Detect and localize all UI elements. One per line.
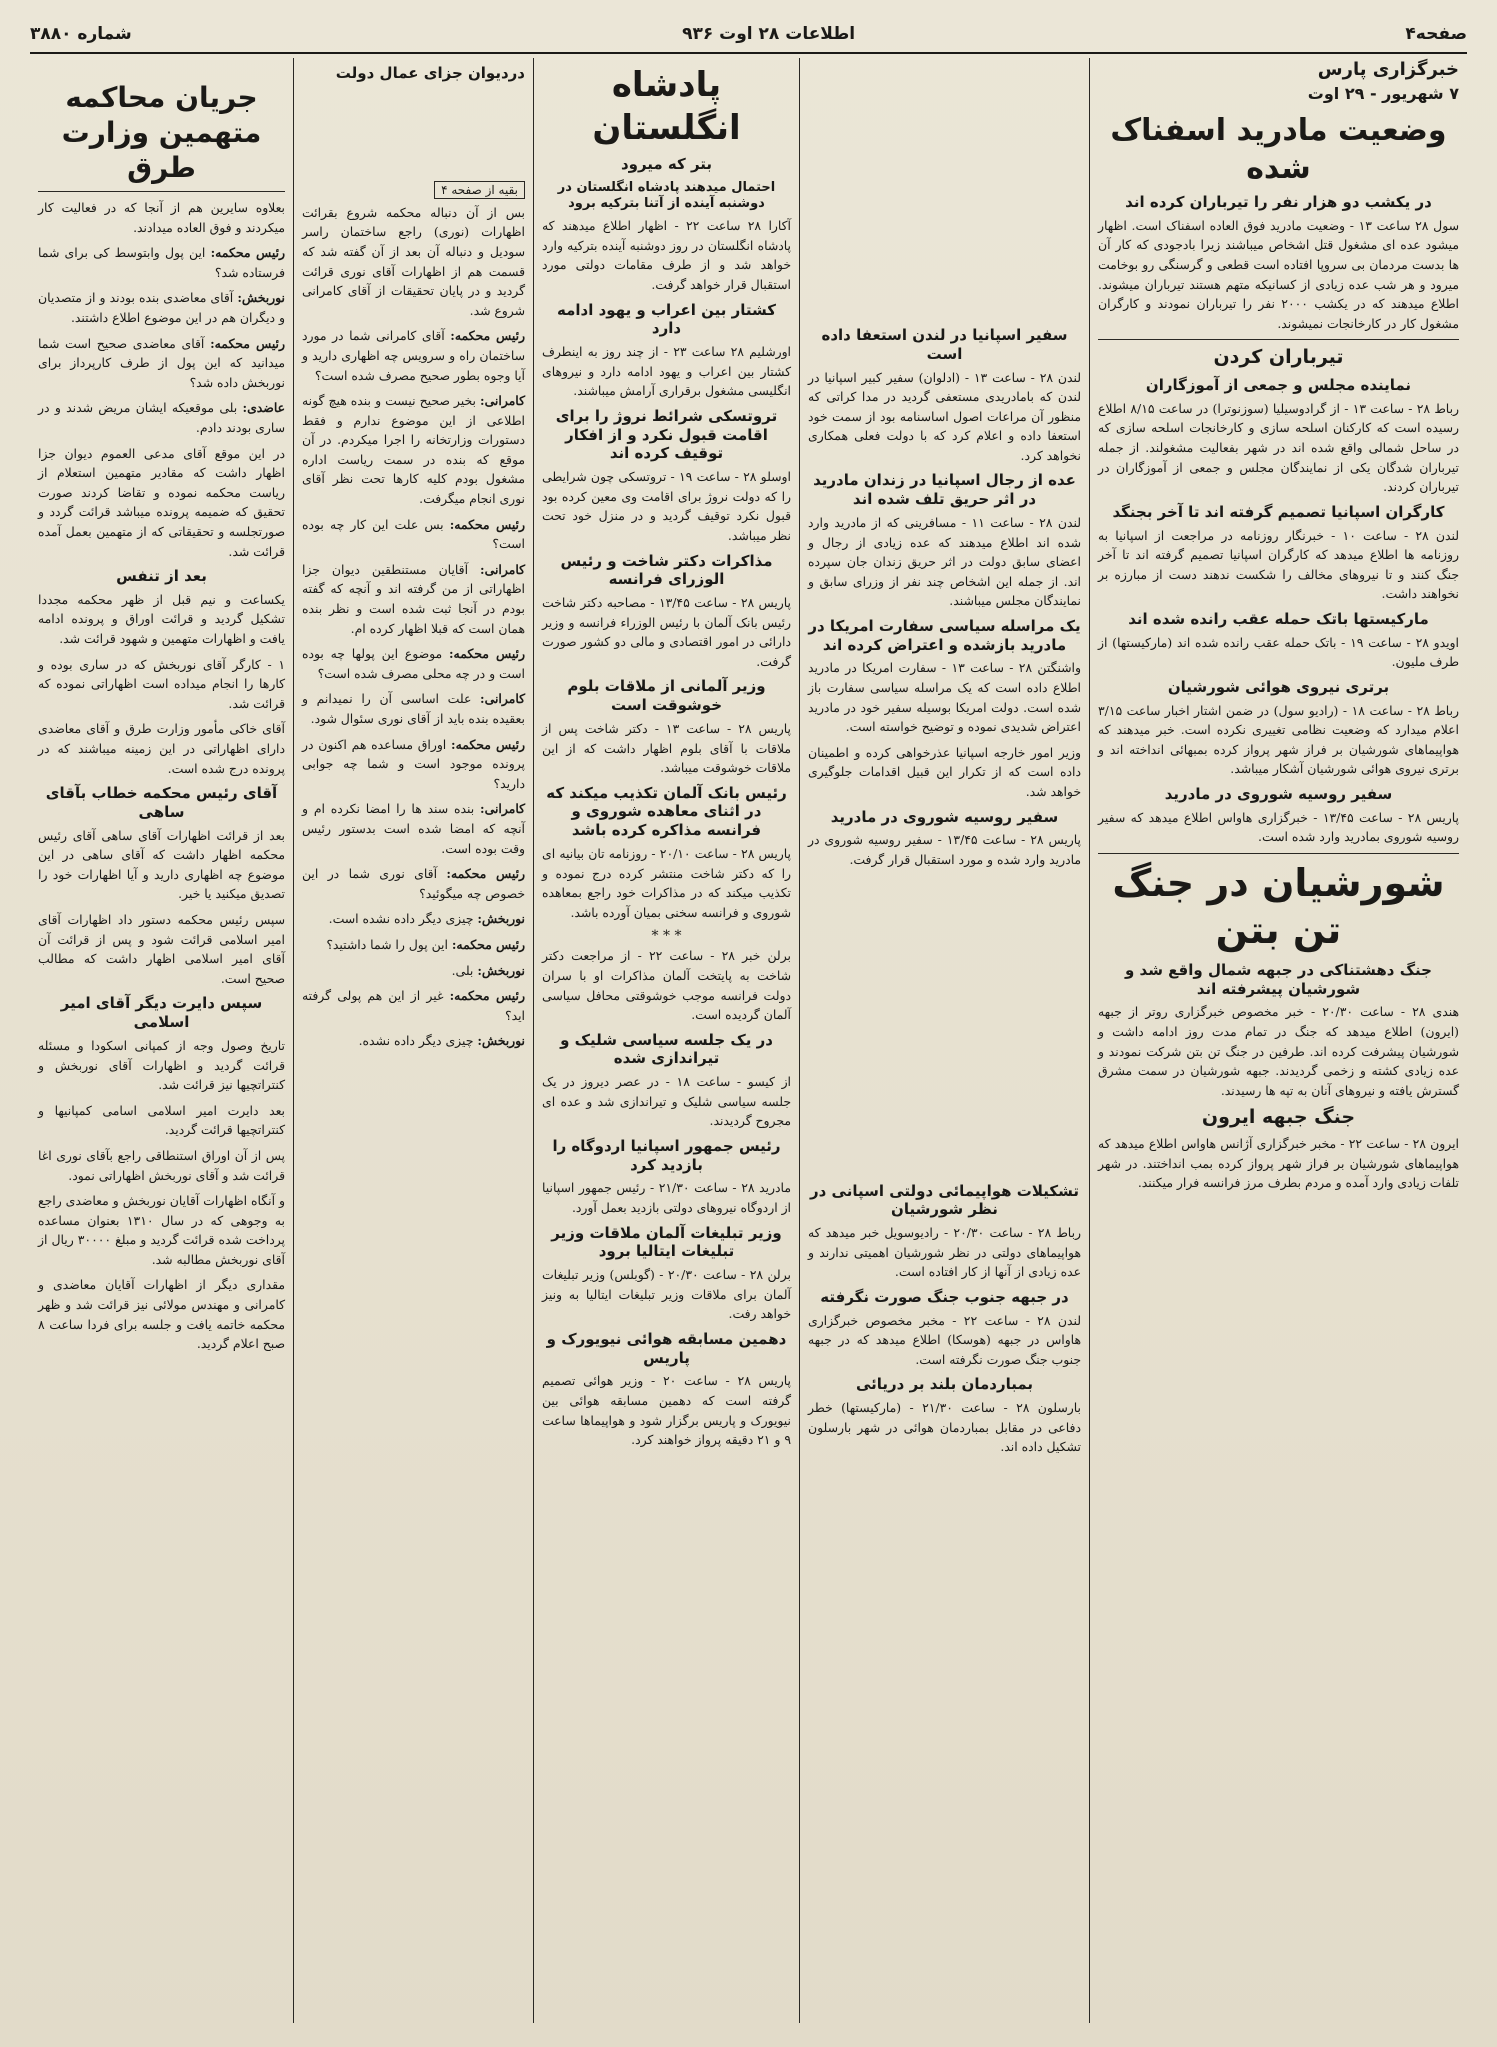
- article-king: آکارا ۲۸ ساعت ۲۲ - اظهار اطلاع میدهند که پادشاه انگلستان در روز دوشنبه آینده بترکیه وارد خواهد شد و از طرف مقامات دولتی مورد استقبال قرار خواهد گرفت.: [542, 218, 791, 293]
- speaker: کامرانی:: [480, 691, 525, 707]
- headline-overhang-space-3: [302, 87, 525, 177]
- headline-air-organization: تشکیلات هواپیمائی دولتی اسپانی در نظر شورشیان: [809, 1181, 1080, 1219]
- headline-bombardment: بمباردمان بلند بر دریائی: [855, 1375, 1034, 1394]
- article-air-superiority: رباط ۲۸ - ساعت ۱۸ - (رادیو سول) در ضمن اشتار اخبار ساعت ۳/۱۵ اعلام میدارد که وضعیت نظامی تغییری نکرده است. خبر میدهند که هواپیماهای شورشیان بر فراز شهر پرواز کرده بمبهائی انداخته اند و برتری نیروی هوائی شورشیان آشکار میباشد.: [1098, 702, 1459, 777]
- article-schacht-talks: پاریس ۲۸ - ساعت ۱۳/۴۵ - مصاحبه دکتر شاخت رئیس بانک آلمان با رئیس الوزراء فرانسه و وزیر دارائی در امور اقتصادی و مالی دو کشور صورت گرفت.: [542, 595, 791, 669]
- headline-us-embassy: یک مراسله سیاسی سفارت امریکا در مادرید بازشده و اعتراض کرده اند: [808, 616, 1081, 654]
- headline-air-superiority: برتری نیروی هوائی شورشیان: [1167, 677, 1390, 696]
- article-soviet-madrid: پاریس ۲۸ - ساعت ۱۳/۴۵ - سفیر روسیه شوروی در مادرید وارد شده و مورد استقبال قرار گرفت.: [808, 832, 1081, 867]
- speech: بلی.: [451, 962, 474, 978]
- speaker: رئیس محکمه:: [446, 866, 525, 882]
- headline-rebels: شورشیان در جنگ تن بتن: [1112, 860, 1445, 953]
- trial-text: یکساعت و نیم قبل از ظهر محکمه مجددا تشکیل گردید و قرائت اوراق و پرونده ادامه یافت و اظهارات متهمین و شهود قرائت شد.: [38, 591, 285, 647]
- column-2: [799, 58, 1089, 2023]
- article-blum-meeting: پاریس ۲۸ - ساعت ۱۳ - دکتر شاخت پس از ملاقات با آقای بلوم اظهار داشت که از این ملاقات خوشوقت میباشد.: [542, 720, 791, 776]
- article-rebels: هندی ۲۸ - ساعت ۲۰/۳۰ - خبر مخصوص خبرگزاری روتر از جبهه (ایرون) اطلاع میدهد که جنگ در تمام مدت روز ادامه داشت و شورشیان پیشرفت کرده اند. طرفین در جنگ تن بتن شرکت نمودند و عده زیادی کشته و زخمی گردیدند. جبهه شورشیان در سمت مشرق گسترش یافته و نیروهای آنان به تپه ها رسیدند.: [1098, 1004, 1459, 1098]
- star-separator: * * *: [651, 928, 682, 945]
- speech: اوراق مساعده هم اکنون در پرونده موجود است و شما چه جوابی دارید؟: [302, 736, 525, 791]
- article-palestine: اورشلیم ۲۸ ساعت ۲۳ - از چند روز به اینطرف کشتار بین اعراب و یهود ادامه دارد و نیروهای انگلیسی مشغول برقراری آرامش میباشند.: [542, 344, 791, 399]
- headline-soviet-madrid: سفیر روسیه شوروی در مادرید: [830, 807, 1059, 826]
- speech: این پول را شما داشتید؟: [326, 936, 448, 952]
- article-president-visit: مادرید ۲۸ - ساعت ۲۱/۳۰ - رئیس جمهور اسپانیا از اردوگاه نیروهای دولتی بازدید بعمل آورد.: [542, 1180, 791, 1216]
- headline-air-race: دهمین مسابقه هوائی نیویورک و پاریس: [546, 1329, 787, 1367]
- speaker: رئیس محکمه:: [451, 736, 525, 752]
- speaker: عاضدی:: [242, 400, 285, 416]
- speaker: رئیس محکمه:: [449, 988, 525, 1004]
- headline-amir-eslami: سپس دایرت دیگر آقای امیر اسلامی: [60, 994, 263, 1032]
- headline-king: پادشاه انگلستان: [592, 65, 741, 148]
- trial-text: پس از آن اوراق استنطاقی راجع بآقای نوری اغا قرائت شد و آقای نوربخش اظهاراتی نمود.: [38, 1147, 285, 1183]
- headline-irun: جنگ جبهه ایرون: [1201, 1106, 1356, 1129]
- speech: موضوع این پولها چه بوده است و در چه محلی مصرف شده است؟: [302, 646, 525, 681]
- article-air-race: پاریس ۲۸ - ساعت ۲۰ - وزیر هوائی تصمیم گرفته است که دهمین مسابقه هوائی بین نیویورک و پاریس برگزار شود و هواپیماها ساعت ۹ و ۲۱ دقیقه پرواز خواهند کرد.: [542, 1373, 791, 1448]
- speaker: کامرانی:: [480, 561, 525, 577]
- column-4: [293, 58, 533, 2023]
- headline-president-visit: رئیس جمهور اسپانیا اردوگاه را بازدید کرد: [552, 1136, 781, 1174]
- speaker: رئیس محکمه:: [449, 516, 525, 532]
- speech: آقای نوری شما در این خصوص چه میگوئید؟: [302, 866, 525, 901]
- headline-trotsky: تروتسکی شرائط نروژ را برای اقامت قبول نکرد و از افکار توقیف کرده اند: [555, 406, 778, 463]
- page-header: [30, 16, 1467, 54]
- news-date: ۷ شهریور - ۲۹ اوت: [1307, 84, 1459, 103]
- article-south-front: لندن ۲۸ - ساعت ۲۲ - مخبر مخصوص خبرگزاری هاواس در جبهه (هوسکا) اطلاع میدهد که در جبهه جنوب جنگ صورت نگرفته است.: [808, 1312, 1081, 1367]
- divider: [1098, 339, 1459, 340]
- speech: چیزی دیگر داده نشده.: [358, 1033, 474, 1049]
- speech: بنده سند ها را امضا نکرده ام و آنچه که امضا شده است بدستور رئیس وقت بوده است.: [302, 801, 525, 856]
- speech: آقای معاضدی صحیح است شما میدانید که این پول از طرف کارپرداز برای نوربخش داده شد؟: [38, 335, 285, 390]
- column-1: [1089, 58, 1467, 2023]
- article-berlin: برلن خبر ۲۸ - ساعت ۲۲ - از مراجعت دکتر شاخت به پایتخت آلمان مذاکرات او با سران دولت فرانسه موجب خوشوقتی محافل سیاسی آلمان گردیده است.: [542, 948, 791, 1023]
- speech: چیزی دیگر داده نشده است.: [328, 911, 474, 927]
- article-propaganda: برلن ۲۸ - ساعت ۲۰/۳۰ - (گوبلس) وزیر تبلیغات آلمان برای ملاقات وزیر تبلیغات ایتالیا به ونیز خواهد رفت.: [542, 1267, 791, 1322]
- speaker: نوربخش:: [477, 1033, 525, 1049]
- divider: [38, 191, 285, 192]
- headline-recess: بعد از تنفس: [116, 567, 207, 586]
- page-number: صفحه۴: [1405, 24, 1467, 44]
- headline-palestine: کشتار بین اعراب و یهود ادامه دارد: [556, 300, 776, 338]
- speech: آقای معاضدی بنده بودند و از متصدیان و دیگران هم در این موضوع اطلاع داشتند.: [38, 290, 285, 325]
- headline-schacht-talks: مذاکرات دکتر شاخت و رئیس الوزرای فرانسه: [560, 551, 773, 589]
- article-us-embassy-2: وزیر امور خارجه اسپانیا عذرخواهی کرده و اطمینان داده است که از تکرار این قبیل اقدامات جلوگیری خواهد شد.: [808, 744, 1081, 799]
- trial-text: سپس رئیس محکمه دستور داد اظهارات آقای امیر اسلامی قرائت شود و پس از قرائت آن آقای امیر اسلامی اظهار داشت که مطالب صحیح است.: [38, 912, 285, 986]
- speaker: رئیس محکمه:: [210, 335, 285, 351]
- subheadline-madrid: در یکشب دو هزار نفر را تیرباران کرده اند: [1125, 193, 1432, 211]
- article-ambassador: لندن ۲۸ - ساعت ۱۳ - (ادلوان) سفیر کبیر اسپانیا در لندن که بامادریدی مستعفی گردید در مدا کراتی که منظور آن مراعات اصول اساسنامه بود از سمت خود استعفا داده و اعلام کرد که با دولت فعلی همکاری نخواهد کرد.: [808, 369, 1081, 463]
- headline-marxists: مارکیستها باتک حمله عقب رانده شده اند: [1128, 609, 1429, 628]
- headline-ambassador: سفیر اسپانیا در لندن استعفا داده است: [821, 326, 1068, 363]
- continued-note: بقیه از صفحه ۴: [434, 181, 525, 199]
- article-us-embassy: واشنگتن ۲۸ - ساعت ۱۳ - سفارت امریکا در مادرید اطلاع داده است که یک مراسله سیاسی سفارت باز شده است. دولت امریکا بوسیله سفیر خود در مادرید اعتراض شدیدی نموده و توضیح خواسته است.: [808, 660, 1081, 735]
- headline-overhang-space-2: [808, 876, 1081, 1176]
- article-bombardment: بارسلون ۲۸ - ساعت ۲۱/۳۰ - (مارکیستها) خطر دفاعی در مقابل بمباردمان هوائی در شهر بارسلون تشکیل داده اند.: [808, 1400, 1081, 1455]
- speech: بلی موقعیکه ایشان مریض شدند و در ساری بودند دادم.: [38, 400, 285, 435]
- headline-trial: جریان محاکمه متهمین وزارت طرق: [61, 81, 262, 184]
- subheadline-king: بتر که میرود: [620, 155, 713, 173]
- speech: علت اساسی آن را نمیدانم و بعقیده بنده باید از آقای نوری سئوال شود.: [302, 691, 525, 726]
- headline-prison-fire: عده از رجال اسپانیا در زندان مادرید در اثر حریق تلف شده اند: [813, 471, 1076, 509]
- subheadline-executions: نماینده مجلس و جمعی از آموزگاران: [1145, 376, 1412, 395]
- article-irun: ایرون ۲۸ - ساعت ۲۲ - مخبر خبرگزاری آژانس هاواس اطلاع میدهد که هواپیماهای شورشیان بر فراز شهر پرواز کرده بمب انداختند. در شهر تلفات زیادی وارد آمده و مردم بطرف مرز فرانسه فرار میکنند.: [1098, 1136, 1459, 1191]
- article-soviet-envoy: پاریس ۲۸ - ساعت ۱۳/۴۵ - خبرگزاری هاواس اطلاع میدهد که سفیر روسیه شوروی بمادرید وارد شده است.: [1098, 809, 1459, 845]
- article-prison-fire: لندن ۲۸ - ساعت ۱۱ - مسافرینی که از مادرید وارد شده اند اطلاع میدهند که عده زیادی از رجال و اعضای سابق دولت در اثر حریق زندان جان سپرده اند. از جمله این اشخاص چند نفر از وزرای سابق و نمایندگان مجلس میباشند.: [808, 514, 1081, 609]
- trial-text: بعد از قرائت اظهارات آقای ساهی آقای رئیس محکمه اظهار داشت که آقای ساهی در این موضوع چه اظهاری دارید و آیا اظهارات خود را تصدیق میکنید یا خیر.: [38, 827, 285, 902]
- headline-overhang-space: [808, 58, 1081, 320]
- speaker: نوربخش:: [237, 290, 285, 306]
- headline-shooting: در یک جلسه سیاسی شلیک و تیراندازی شده: [560, 1030, 773, 1068]
- article-air-organization: رباط ۲۸ - ساعت ۲۰/۳۰ - رادیوسویل خبر میدهد که هواپیماهای دولتی در نظر شورشیان اهمیتی ندارند و عده زیادی از آنها از کار افتاده است.: [808, 1225, 1081, 1280]
- trial-text: بعلاوه سایرین هم از آنجا که در فعالیت کار میکردند و فوق العاده میدادند.: [38, 200, 285, 235]
- article-trotsky: اوسلو ۲۸ - ساعت ۱۹ - تروتسکی چون شرایطی را که دولت نروژ برای اقامت وی معین کرده بود قبول نکرد توقیف گردید و در منزل خود تحت نظر میباشد.: [542, 469, 791, 543]
- column-5: [30, 58, 293, 2023]
- trial-text: و آنگاه اظهارات آقایان نوربخش و معاضدی راجع به وجوهی که در سال ۱۳۱۰ بعنوان مساعده پرداخت شده قرائت گردید و مبلغ ۳۰۰۰۰ ریال از آقای نوربخش مطالبه شد.: [38, 1193, 285, 1267]
- trial-text: ۱ - کارگر آقای نوربخش که در ساری بوده و کارها را انجام میداده است اظهاراتی نموده که قرائت شد.: [38, 656, 285, 711]
- speaker: نوربخش:: [477, 911, 525, 927]
- trial-intro: بس از آن دنباله محکمه شروع بقرائت اظهارات (نوری) راجع ساختمان راسر سودیل و دنباله آن بعد از آن گفته شد که قسمت هم از اظهارات آقای نوری قرائت گردید و در پایان تحقیقات از آقای کامرانی شروع شد.: [302, 204, 525, 318]
- speaker: کامرانی:: [480, 801, 525, 817]
- trial-text: در این موقع آقای مدعی العموم دیوان جزا اظهار داشت که مقادیر متهمین استعلام از ریاست محکمه نموده و تقاضا کردند صورت تحقیق که ضمیمه پرونده میباشد قرائت گردد و صورتجلسه و تحقیقاتی که از متهمین بعمل آمده قرائت شد.: [38, 445, 285, 559]
- speaker: نوربخش:: [477, 962, 525, 978]
- article-marxists: اویدو ۲۸ - ساعت ۱۹ - باتک حمله عقب رانده شده اند (مارکیستها) از طرف ملیون.: [1098, 634, 1459, 670]
- headline-workers: کارگران اسپانیا تصمیم گرفته اند تا آخر بجنگد: [1112, 502, 1445, 521]
- trial-text: تاریخ وصول وجه از کمپانی اسکودا و مسئله قرائت گردید و اظهارات آقای نوربخش و کنتراتچیها نیز قرائت شد.: [38, 1037, 285, 1093]
- speech: بس علت این کار چه بوده است؟: [302, 516, 525, 552]
- headline-soviet-envoy: سفیر روسیه شوروی در مادرید: [1164, 784, 1393, 803]
- speaker: رئیس محکمه:: [210, 245, 286, 261]
- subheadline-rebels: جنگ دهشتناکی در جبهه شمال واقع شد و شورشیان پیشرفته اند: [1125, 960, 1432, 998]
- issue-number: شماره ۳۸۸۰: [30, 24, 132, 44]
- columns: [30, 58, 1467, 2023]
- speech: این پول وابتوسط کی برای شما فرستاده شد؟: [38, 245, 285, 280]
- trial-text: آقای خاکی مأمور وزارت طرق و آقای معاضدی دارای اظهاراتی در این زمینه میباشند که در پرونده درج شده است.: [38, 721, 285, 776]
- article-executions: رباط ۲۸ - ساعت ۱۳ - از گرادوسیلیا (سوزنوترا) در ساعت ۸/۱۵ اطلاع رسیده است که کارکنان اسلحه سازی و کارخانجات اسلحه سازی که در ساحل شمالی واقع شده اند در شهر بفعالیت مشغولند. از جمله تیرباران شدگان یکی از نمایندگان مجلس و جمعی از آموزگاران در تیرباران کردند.: [1098, 400, 1460, 495]
- trial-text: مقداری دیگر از اظهارات آقایان معاضدی و کامرانی و مهندس مولائی نیز قرائت شد و ظهر محکمه خاتمه یافت و جلسه برای فردا ساعت ۸ صبح اعلام گردید.: [38, 1277, 285, 1352]
- speech: غیر از این هم پولی گرفته اید؟: [302, 988, 525, 1023]
- agency-label: خبرگزاری پارس: [1317, 59, 1459, 80]
- masthead-date: اطلاعات ۲۸ اوت ۹۳۶: [682, 24, 856, 44]
- trial-text: بعد دایرت امیر اسلامی اسامی کمپانیها و کنتراتچیها قرائت گردید.: [38, 1102, 285, 1138]
- headline-judge-address: آقای رئیس محکمه خطاب بآقای ساهی: [45, 784, 278, 821]
- divider: [1098, 853, 1459, 854]
- article-shooting: از کیسو - ساعت ۱۸ - در عصر دیروز در یک جلسه سیاسی شلیک و تیراندازی شد و عده ای مجروح گردیدند.: [542, 1074, 791, 1129]
- headline-madrid: وضعیت مادرید اسفناک شده: [1110, 113, 1447, 186]
- headline-executions: تیرباران کردن: [1213, 346, 1344, 369]
- headline-schacht-denial: رئیس بانک آلمان تکذیب میکند که در اثنای معاهده شوروی و فرانسه مذاکره کرده باشد: [546, 783, 787, 840]
- speech: آقایان مستنطقین دیوان جزا اظهاراتی از من گرفته اند و آنچه که گفته بودم در آنجا ثبت شده است و نظر بنده همان است که قبلا اظهار کرده ام.: [302, 561, 525, 636]
- headline-blum-meeting: وزیر آلمانی از ملاقات بلوم خوشوقت است: [567, 677, 766, 715]
- article-workers: لندن ۲۸ - ساعت ۱۰ - خبرنگار روزنامه در مراجعت از اسپانیا به روزنامه ها اطلاع میدهد که کارگران اسپانیا تصمیم گرفته اند تا آخر جنگ کنند و تا نیروهای مخالف را شکست ندهند دست از مبارزه بر نخواهند داشت.: [1098, 527, 1459, 602]
- column-3: [533, 58, 799, 2023]
- speaker: کامرانی:: [480, 393, 525, 409]
- subheadline-king-2: احتمال میدهند پادشاه انگلستان در دوشنبه آینده از آتنا بترکیه برود: [557, 179, 776, 211]
- speaker: رئیس محکمه:: [451, 936, 525, 952]
- headline-south-front: در جبهه جنوب جنگ صورت نگرفته: [820, 1287, 1069, 1306]
- article-schacht-denial: پاریس ۲۸ - ساعت ۲۰/۱۰ - روزنامه تان بیانیه ای را که دکتر شاخت منتشر کرده درج نموده و تکذیب میکند که در مذاکرات خود راجع بمعاهده شوروی و فرانسه سخنی بمیان آورده باشد.: [542, 845, 791, 920]
- speech: بخیر صحیح نیست و بنده هیچ گونه اطلاعی از این موضوع ندارم و فقط دستورات وزارتخانه را اجرا میکردم. در آن موقع که بنده در سمت ریاست اداره مشغول بودم کلیه کارها تحت نظر آقای نوری انجام میگرفت.: [302, 393, 525, 507]
- headline-propaganda: وزیر تبلیغات آلمان ملاقات وزیر تبلیغات ایتالیا برود: [551, 1223, 782, 1261]
- article-madrid: سول ۲۸ ساعت ۱۳ - وضعیت مادرید فوق العاده اسفناک است. اظهار میشود عده ای مشغول قتل اشخاص میباشند زیرا بادجودی که کار آن ها بدست مردمان بی سروپا افتاده است قطعی و گرسنگی رو بوخامت میرود و هر شب عده زیادی از کسانیکه متهم هستند تیرباران میشوند. اطلاع میدهند که در یکشب ۲۰۰۰ نفر را تیرباران نمودند و کارگران مشغول کار در کارخانجات نمیشوند.: [1098, 217, 1459, 331]
- speech: آقای کامرانی شما در مورد ساختمان راه و سرویس چه اظهاری دارید و آیا وجوه بطور صحیح مصرف شده است؟: [302, 328, 525, 383]
- speaker: رئیس محکمه:: [448, 646, 525, 662]
- speaker: رئیس محکمه:: [450, 328, 526, 344]
- section-tag: دردیوان جزای عمال دولت: [335, 64, 525, 82]
